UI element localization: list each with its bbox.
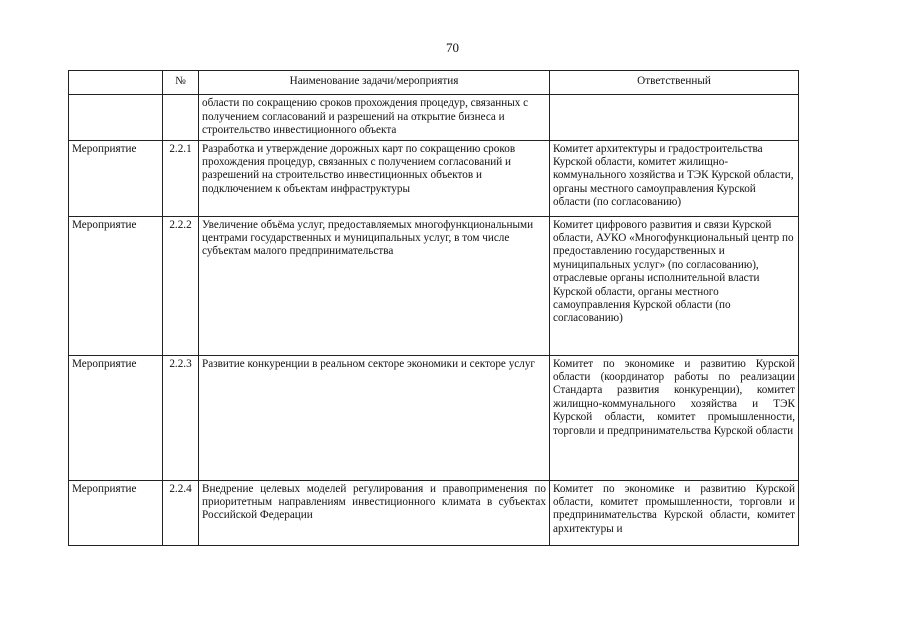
- table-row: [69, 140, 799, 216]
- type-cell: Мероприятие: [69, 216, 163, 355]
- page-number: 70: [446, 40, 459, 55]
- name-cell: области по сокращению сроков прохождения процедур, связанных с получением согласований и разрешений на открытие бизнеса и строительство инвестиционного объекта: [199, 95, 550, 140]
- responsible-cell: Комитет архитектуры и градостроительства Курской области, комитет жилищно-коммунального хозяйства и ТЭК Курской области, органы местного самоуправления Курской области (по согласованию): [550, 140, 799, 216]
- number-cell: 2.2.1: [163, 140, 199, 216]
- name-cell: Развитие конкуренции в реальном секторе экономики и секторе услуг: [199, 355, 550, 480]
- header-type-cell: [69, 71, 163, 95]
- type-cell: Мероприятие: [69, 355, 163, 480]
- type-cell: Мероприятие: [69, 140, 163, 216]
- responsible-cell: Комитет цифрового развития и связи Курской области, АУКО «Многофункциональный центр по предоставлению государственных и муниципальных услуг» (по согласованию), отраслевые органы исполнительной власти Курской области, органы местного самоуправления Курской области (по согласованию): [550, 216, 799, 355]
- number-cell: 2.2.2: [163, 216, 199, 355]
- name-cell: Внедрение целевых моделей регулирования и правоприменения по приоритетным направлениям инвестиционного климата в субъектах Российской Федерации: [199, 480, 550, 545]
- number-cell: 2.2.4: [163, 480, 199, 545]
- responsible-cell: [550, 95, 799, 140]
- table-row: [69, 216, 799, 355]
- header-number-cell: №: [163, 71, 199, 95]
- table-row: [69, 480, 799, 545]
- header-name-cell: Наименование задачи/мероприятия: [199, 71, 550, 95]
- table-row-continuation: [69, 95, 799, 140]
- table-row: [69, 355, 799, 480]
- type-cell: Мероприятие: [69, 480, 163, 545]
- measures-table: [68, 70, 799, 546]
- name-cell: Разработка и утверждение дорожных карт по сокращению сроков прохождения процедур, связанных с получением согласований и разрешений на строительство инвестиционных объектов и подключением к объектам инфраструктуры: [199, 140, 550, 216]
- responsible-cell: Комитет по экономике и развитию Курской области (координатор работы по реализации Стандарта развития конкуренции), комитет жилищно-коммунального хозяйства и ТЭК Курской области, комитет промышленности, торговли и предпринимательства Курской области: [550, 355, 799, 480]
- table-header-row: [69, 71, 799, 95]
- name-cell: Увеличение объёма услуг, предоставляемых многофункциональными центрами государственных и муниципальных услуг, в том числе субъектам малого предпринимательства: [199, 216, 550, 355]
- header-responsible-cell: Ответственный: [550, 71, 799, 95]
- type-cell: [69, 95, 163, 140]
- number-cell: 2.2.3: [163, 355, 199, 480]
- number-cell: [163, 95, 199, 140]
- responsible-cell: Комитет по экономике и развитию Курской области, комитет промышленности, торговли и предпринимательства Курской области, комитет архитектуры и: [550, 480, 799, 545]
